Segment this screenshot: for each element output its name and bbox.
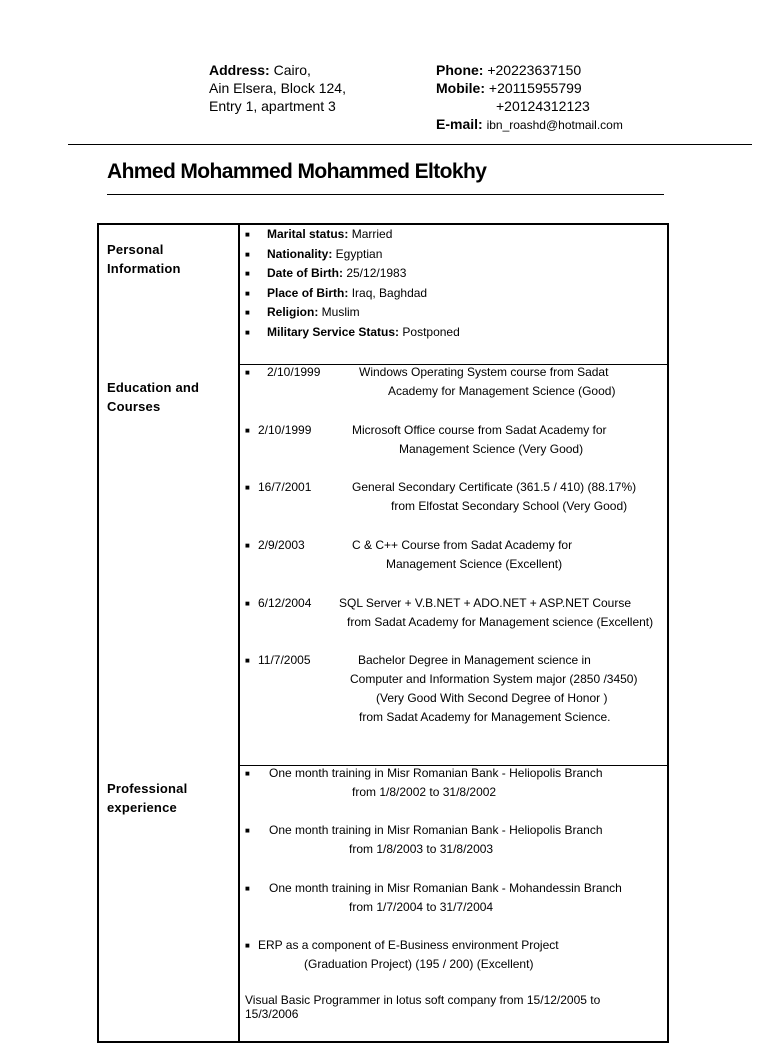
bullet-icon: ■ — [245, 941, 250, 950]
list-item: ■ Religion: Muslim — [245, 303, 460, 323]
list-item: ■ Place of Birth: Iraq, Baghdad — [245, 284, 460, 304]
list-item: ■ Date of Birth: 25/12/1983 — [245, 264, 460, 284]
entry-line: 15/3/2006 — [245, 1007, 299, 1021]
education-entry — [245, 651, 638, 724]
entry-line: (Graduation Project) (195 / 200) (Excellent) — [304, 957, 534, 971]
bullet-icon: ■ — [245, 327, 250, 337]
mobile-value-2: +20124312123 — [496, 98, 590, 114]
phone-label: Phone: — [436, 62, 484, 78]
entry-line: ERP as a component of E-Business environment Project — [258, 938, 559, 952]
section-label-experience: Professional experience — [107, 781, 188, 815]
name-underline — [107, 194, 664, 195]
bullet-icon: ■ — [245, 599, 250, 608]
list-item: ■ Marital status: Married — [245, 225, 460, 245]
address-line-3: Entry 1, apartment 3 — [209, 98, 336, 114]
person-name: Ahmed Mohammed Mohammed Eltokhy — [107, 160, 487, 183]
entry-line: Bachelor Degree in Management science in — [358, 653, 591, 667]
mobile-label: Mobile: — [436, 80, 485, 96]
entry-line: Computer and Information System major (2850 /3450) — [350, 672, 638, 686]
entry-line: Microsoft Office course from Sadat Academy for — [352, 423, 607, 437]
bullet-icon: ■ — [245, 288, 250, 298]
entry-date: 2/10/1999 — [267, 365, 321, 379]
entry-line: from 1/7/2004 to 31/7/2004 — [349, 900, 494, 914]
address-line-1: Cairo, — [273, 62, 311, 78]
header-divider — [68, 144, 752, 145]
bullet-icon: ■ — [245, 249, 250, 259]
entry-line: One month training in Misr Romanian Bank - Heliopolis Branch — [269, 766, 603, 780]
education-entry — [245, 594, 654, 629]
address-block — [209, 61, 346, 115]
entry-date: 16/7/2001 — [258, 480, 312, 494]
entry-line: Management Science (Very Good) — [399, 442, 584, 456]
entry-date: 2/10/1999 — [258, 423, 312, 437]
entry-line: Windows Operating System course from Sadat — [359, 365, 609, 379]
experience-entry — [245, 764, 603, 799]
bullet-icon: ■ — [245, 308, 250, 318]
entry-line: Management Science (Excellent) — [386, 557, 563, 571]
contact-numbers-block — [436, 61, 623, 134]
experience-entry — [245, 879, 622, 914]
bullet-icon: ■ — [245, 656, 250, 665]
mobile-value-1: +20115955799 — [488, 80, 582, 96]
education-entry — [245, 363, 616, 398]
entry-line: from Sadat Academy for Management Science. — [359, 710, 611, 724]
list-item: ■ Nationality: Egyptian — [245, 245, 460, 265]
bullet-icon: ■ — [245, 230, 250, 239]
bullet-icon: ■ — [245, 483, 250, 492]
section-label-education: Education and Courses — [107, 380, 200, 414]
entry-line: One month training in Misr Romanian Bank - Heliopolis Branch — [269, 823, 603, 837]
education-entry — [245, 478, 637, 513]
section-label-personal: Personal Information — [107, 242, 181, 276]
entry-line: from Elfostat Secondary School (Very Good) — [391, 499, 628, 513]
email-value[interactable]: ibn_roashd@hotmail.com — [486, 118, 623, 132]
bullet-icon: ■ — [245, 368, 250, 377]
education-entry — [245, 536, 573, 571]
entry-line: One month training in Misr Romanian Bank - Mohandessin Branch — [269, 881, 622, 895]
entry-line: from 1/8/2003 to 31/8/2003 — [349, 842, 494, 856]
bullet-icon: ■ — [245, 826, 250, 835]
entry-line: (Very Good With Second Degree of Honor ) — [376, 691, 608, 705]
entry-line: C & C++ Course from Sadat Academy for — [352, 538, 573, 552]
entry-line: SQL Server + V.B.NET + ADO.NET + ASP.NET Course — [339, 596, 632, 610]
cv-table — [97, 223, 669, 1043]
entry-line: General Secondary Certificate (361.5 / 410) (88.17%) — [352, 480, 637, 494]
bullet-icon: ■ — [245, 426, 250, 435]
entry-date: 2/9/2003 — [258, 538, 305, 552]
table-column-divider — [238, 225, 240, 1041]
list-item: ■ Military Service Status: Postponed — [245, 323, 460, 343]
bullet-icon: ■ — [245, 884, 250, 893]
education-entry — [245, 421, 607, 456]
address-label: Address: — [209, 62, 270, 78]
entry-line: Visual Basic Programmer in lotus soft company from 15/12/2005 to — [245, 993, 601, 1007]
personal-info-list — [245, 225, 460, 343]
bullet-icon: ■ — [245, 541, 250, 550]
experience-entry — [245, 821, 603, 856]
phone-value: +20223637150 — [487, 62, 582, 78]
entry-date: 11/7/2005 — [258, 653, 311, 667]
email-label: E-mail: — [436, 116, 483, 132]
entry-line: from Sadat Academy for Management science (Excellent) — [347, 615, 654, 629]
entry-line: from 1/8/2002 to 31/8/2002 — [352, 785, 497, 799]
experience-entry — [245, 936, 559, 971]
experience-entry — [245, 993, 601, 1021]
entry-line: Academy for Management Science (Good) — [388, 384, 616, 398]
bullet-icon: ■ — [245, 769, 250, 778]
bullet-icon: ■ — [245, 269, 250, 279]
address-line-2: Ain Elsera, Block 124, — [209, 80, 346, 96]
entry-date: 6/12/2004 — [258, 596, 312, 610]
